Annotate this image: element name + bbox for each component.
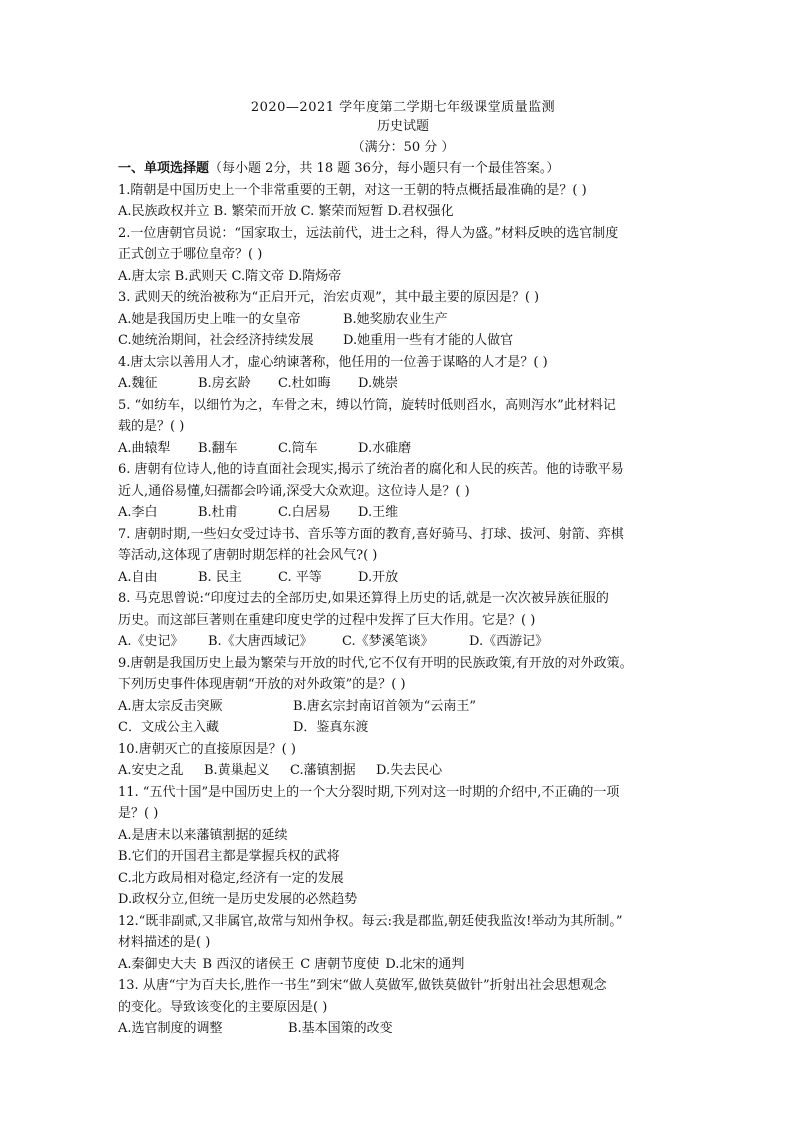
question-7-options (118, 567, 688, 589)
option-c: C.白居易 (278, 505, 331, 520)
option-c: C．文成公主入藏 (118, 720, 219, 735)
exam-title: 2020—2021 学年度第二学期七年级课堂质量监测 (250, 100, 556, 115)
question-4-stem: 4.唐太宗以善用人才，虚心纳谏著称，他任用的一位善于谋略的人才是？( ) (118, 354, 548, 370)
question-5-options (118, 438, 688, 460)
question-3-options-row-1 (118, 309, 688, 331)
question-8-stem-cont: 历史。而这部巨著则在重建印度史学的过程中发挥了巨大作用。它是？( ) (118, 612, 536, 628)
question-11-stem: 11. “五代十国”是中国历史上的一个大分裂时期,下列对这一时期的介绍中,不正确的一项 (118, 784, 620, 800)
option-b: B.《大唐西域记》 (208, 634, 313, 649)
option-d: D.水碓磨 (358, 440, 412, 456)
option-b: B.房玄龄 (198, 376, 251, 391)
option-a: A.自由 (118, 569, 158, 585)
question-7-stem-cont: 等活动,这体现了唐朝时期怎样的社会风气?( ) (118, 548, 378, 563)
question-5-stem-cont: 载的是？( ) (118, 419, 185, 434)
option-a: A.是唐末以来藩镇割据的延续 (118, 827, 288, 843)
question-10-options (118, 760, 688, 782)
option-b: B 西汉的诸侯王 (202, 956, 295, 972)
question-8-stem: 8. 马克思曾说:“印度过去的全部历史,如果还算得上历史的话,就是一次次被异族征服的 (118, 591, 609, 606)
question-9-options-row-1 (118, 696, 688, 718)
question-2-options: A.唐太宗 B.武则天 C.隋文帝 D.隋炀帝 (118, 268, 342, 284)
question-5-stem: 5. “如纺车，以细竹为之，车骨之末，缚以竹筒，旋转时低则舀水，高则泻水”此材料记 (118, 397, 616, 413)
exam-page (118, 98, 688, 1040)
exam-subtitle: 历史试题 (376, 119, 429, 134)
question-1-options: A.民族政权并立 B. 繁荣而开放 C. 繁荣而短暂 D.君权强化 (118, 204, 454, 219)
option-c: C.《梦溪笔谈》 (342, 634, 434, 649)
exam-score: （满分：50 分 ） (351, 140, 455, 155)
option-b: B.黄巢起义 (204, 763, 270, 778)
question-1-stem: 1.隋朝是中国历史上一个非常重要的王朝，对这一王朝的特点概括最准确的是？( ) (118, 182, 587, 198)
question-12-stem-cont: 材料描述的是( ) (118, 935, 211, 950)
question-11-stem-cont: 是？( ) (118, 806, 159, 821)
option-d: D．鉴真东渡 (293, 720, 369, 735)
option-a: A.安史之乱 (118, 763, 184, 778)
option-a: A.选官制度的调整 (118, 1021, 223, 1036)
option-d: D.北宋的通判 (385, 956, 465, 972)
question-9-options-row-2 (118, 717, 688, 739)
option-d: D.开放 (358, 569, 399, 585)
option-b: B.杜甫 (198, 505, 238, 520)
option-d: D.失去民心 (376, 763, 443, 778)
question-12-options (118, 954, 688, 976)
option-d: D.姚崇 (358, 376, 399, 391)
option-a: A.李白 (118, 505, 158, 520)
option-b: B.翻车 (198, 440, 238, 456)
question-6-stem: 6. 唐朝有位诗人,他的诗直面社会现实,揭示了统治者的腐化和人民的疾苦。他的诗歌平易 (118, 462, 624, 477)
option-d: D.政权分立,但统一是历史发展的必然趋势 (118, 892, 358, 907)
option-c: C. 平等 (278, 569, 322, 585)
option-d: D.《西游记》 (469, 634, 549, 649)
question-13-stem: 13. 从唐“宁为百夫长,胜作一书生”到宋“做人莫做军,做铁莫做针”折射出社会思想观念 (118, 978, 607, 993)
question-10-stem: 10.唐朝灭亡的直接原因是？( ) (118, 741, 296, 757)
option-a: A.她是我国历史上唯一的女皇帝 (118, 311, 301, 327)
option-a: A.曲辕犁 (118, 440, 171, 456)
option-c: C.杜如晦 (278, 376, 331, 391)
question-6-stem-cont: 近人,通俗易懂,妇孺都会吟诵,深受大众欢迎。这位诗人是？( ) (118, 483, 470, 499)
section-heading: 一、单项选择题 (118, 161, 210, 176)
question-9-stem: 9.唐朝是我国历史上最为繁荣与开放的时代,它不仅有开明的民族政策,有开放的对外政策。 (118, 655, 633, 671)
question-3-stem: 3. 武则天的统治被称为“正启开元，治宏贞观”，其中最主要的原因是？( ) (118, 290, 540, 305)
option-b: B.唐玄宗封南诏首领为“云南王” (293, 698, 476, 714)
question-3-options-row-2 (118, 330, 688, 352)
option-b: B.她奖励农业生产 (343, 311, 448, 327)
option-a: A.魏征 (118, 376, 158, 391)
question-4-options (118, 373, 688, 395)
option-c: C 唐朝节度使 (300, 956, 380, 972)
question-2-stem: 2.一位唐朝官员说：“国家取士，远法前代，进士之科，得人为盛。”材料反映的选官制度 (118, 225, 619, 241)
option-b: B. 民主 (198, 569, 242, 585)
option-b: B.基本国策的改变 (288, 1021, 393, 1036)
question-2-stem-cont: 正式创立于哪位皇帝？( ) (118, 247, 263, 262)
question-8-options (118, 631, 688, 653)
question-12-stem: 12.“既非副贰,又非属官,故常与知州争权。每云:我是郡监,朝廷使我监汝!举动为其所制。” (118, 913, 623, 929)
question-13-options (118, 1018, 688, 1040)
question-6-options (118, 502, 688, 524)
option-a: A.秦御史大夫 (118, 956, 197, 972)
section-instructions: （每小题 2分，共 18 题 36分，每小题只有一个最佳答案。） (209, 161, 560, 176)
option-c: C.她统治期间，社会经济持续发展 (118, 333, 314, 348)
question-13-stem-cont: 的变化。导致该变化的主要原因是( ) (118, 999, 328, 1015)
option-c: C.筒车 (278, 440, 318, 456)
option-c: C.北方政局相对稳定,经济有一定的发展 (118, 870, 344, 886)
option-d: D.她重用一些有才能的人做官 (343, 333, 514, 348)
option-b: B.它们的开国君主都是掌握兵权的武将 (118, 849, 340, 864)
section-heading-line (118, 158, 688, 180)
option-a: A.《史记》 (118, 634, 184, 649)
question-9-stem-cont: 下列历史事件体现唐朝“开放的对外政策”的是？( ) (118, 677, 406, 692)
question-7-stem: 7. 唐朝时期,一些妇女受过诗书、音乐等方面的教育,喜好骑马、打球、拔河、射箭、弈棋 (118, 526, 624, 542)
option-d: D.王维 (358, 505, 399, 520)
option-a: A.唐太宗反击突厥 (118, 698, 223, 714)
option-c: C.藩镇割据 (290, 763, 356, 778)
